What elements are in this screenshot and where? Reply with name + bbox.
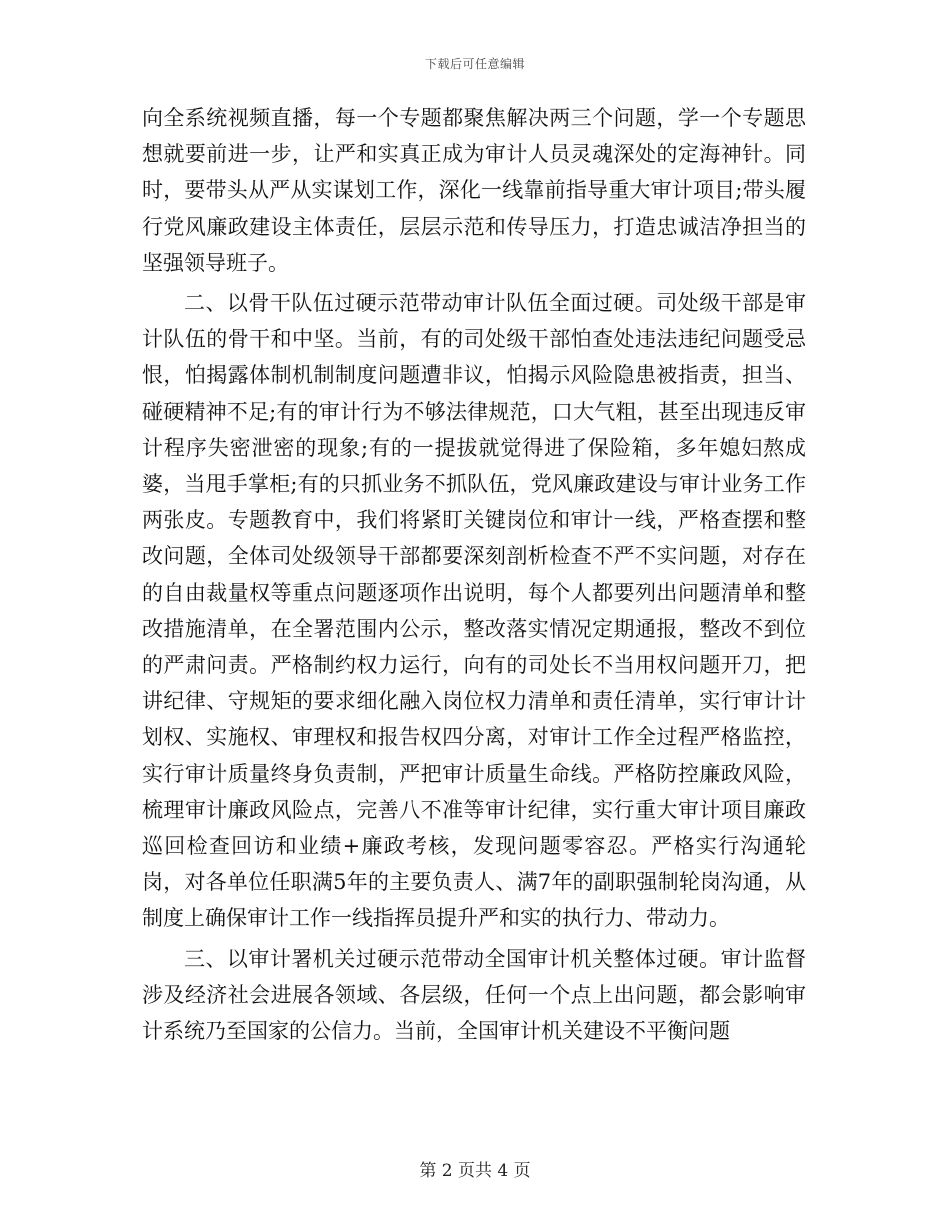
page-header: 下载后可任意编辑: [424, 57, 525, 71]
body-paragraph-3: 三、以审计署机关过硬示范带动全国审计机关整体过硬。审计监督涉及经济社会进展各领域、各层级，任何一个点上出问题，都会影响审计系统乃至国家的公信力。当前，全国审计机关建设不平衡问题: [142, 946, 806, 1044]
body-paragraph-2: 二、以骨干队伍过硬示范带动审计队伍全面过硬。司处级干部是审计队伍的骨干和中坚。当前，有的司处级干部怕查处违法违纪问题受忌恨，怕揭露体制机制制度问题遭非议，怕揭示风险隐患被指责，担当、碰硬精神不足;有的审计行为不够法律规范，口大气粗，甚至出现违反审计程序失密泄密的现象;有的一提拔就觉得进了保险箱，多年媳妇熬成婆，当甩手掌柜;有的只抓业务不抓队伍，党风廉政建设与审计业务工作两张皮。专题教育中，我们将紧盯关键岗位和审计一线，严格查摆和整改问题，全体司处级领导干部都要深刻剖析检查不严不实问题，对存在的自由裁量权等重点问题逐项作出说明，每个人都要列出问题清单和整改措施清单，在全署范围内公示，整改落实情况定期通报，整改不到位的严肃问责。严格制约权力运行，向有的司处长不当用权问题开刀，把讲纪律、守规矩的要求细化融入岗位权力清单和责任清单，实行审计计划权、实施权、审理权和报告权四分离，对审计工作全过程严格监控，实行审计质量终身负责制，严把审计质量生命线。严格防控廉政风险，梳理审计廉政风险点，完善八不准等审计纪律，实行重大审计项目廉政巡回检查回访和业绩+廉政考核，发现问题零容忍。严格实行沟通轮岗，对各单位任职满5年的主要负责人、满7年的副职强制轮岗沟通，从制度上确保审计工作一线指挥员提升严和实的执行力、带动力。: [142, 291, 806, 931]
body-paragraph-1: 向全系统视频直播，每一个专题都聚焦解决两三个问题，学一个专题思想就要前进一步，让严和实真正成为审计人员灵魂深处的定海神针。同时，要带头从严从实谋划工作，深化一线靠前指导重大审计项目;带头履行党风廉政建设主体责任，层层示范和传导压力，打造忠诚洁净担当的坚强领导班子。: [142, 106, 806, 275]
document-body: [142, 100, 806, 1053]
page-number-footer: 第 2 页共 4 页: [419, 1161, 531, 1181]
